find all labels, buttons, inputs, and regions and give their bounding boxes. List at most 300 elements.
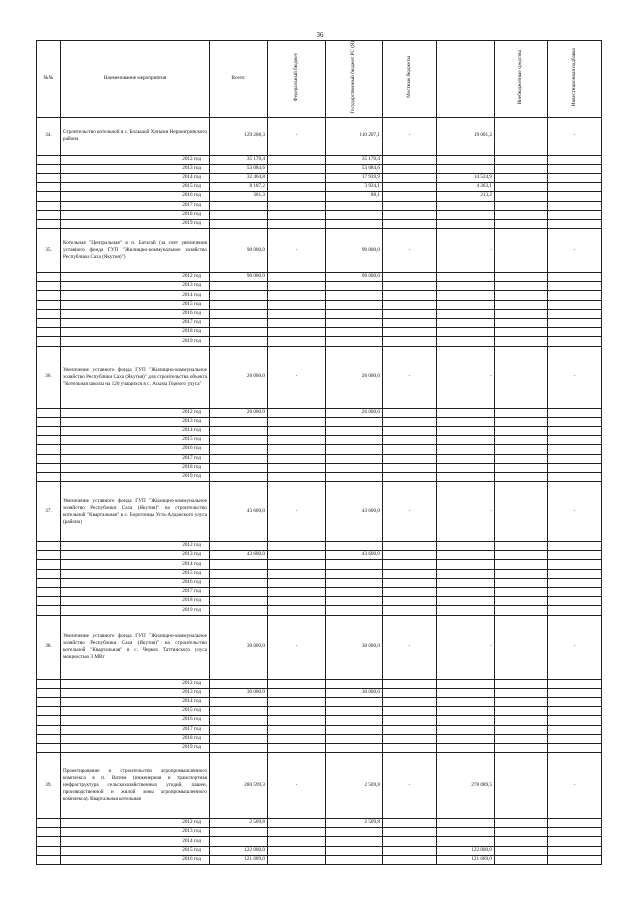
year-local xyxy=(383,183,437,192)
year-label: 2017 год xyxy=(61,319,210,328)
year-blank xyxy=(495,688,548,697)
year-federal xyxy=(268,426,326,435)
year-total xyxy=(210,445,268,454)
year-label: 2013 год xyxy=(61,551,210,560)
year-total xyxy=(210,588,268,597)
project-number: 39. xyxy=(37,753,61,819)
year-no-cell xyxy=(37,426,61,435)
year-row xyxy=(37,408,602,417)
year-no-cell xyxy=(37,164,61,173)
year-federal xyxy=(268,569,326,578)
year-local xyxy=(383,192,437,201)
year-extra xyxy=(437,155,495,164)
col-name-header: Наименование мероприятия xyxy=(61,41,210,118)
year-blank xyxy=(495,173,548,182)
year-state xyxy=(326,463,383,472)
year-no-cell xyxy=(37,743,61,752)
year-label: 2017 год xyxy=(61,725,210,734)
project-federal: - xyxy=(268,753,326,819)
year-label: 2017 год xyxy=(61,588,210,597)
year-total xyxy=(210,578,268,587)
year-local xyxy=(383,569,437,578)
year-direction xyxy=(548,173,602,182)
year-no-cell xyxy=(37,219,61,228)
year-state xyxy=(326,569,383,578)
year-blank xyxy=(495,463,548,472)
year-local xyxy=(383,319,437,328)
year-total: 30 000,0 xyxy=(210,688,268,697)
year-no-cell xyxy=(37,828,61,837)
year-federal xyxy=(268,846,326,855)
year-label: 2016 год xyxy=(61,578,210,587)
project-total: 43 600,0 xyxy=(210,482,268,542)
year-label: 2013 год xyxy=(61,828,210,837)
year-row xyxy=(37,463,602,472)
year-total xyxy=(210,560,268,569)
year-blank xyxy=(495,328,548,337)
year-no-cell xyxy=(37,697,61,706)
year-row xyxy=(37,173,602,182)
year-state: 35 170,4 xyxy=(326,155,383,164)
year-local xyxy=(383,743,437,752)
year-extra xyxy=(437,819,495,828)
year-row xyxy=(37,273,602,282)
year-direction xyxy=(548,597,602,606)
year-blank xyxy=(495,725,548,734)
year-row xyxy=(37,417,602,426)
year-no-cell xyxy=(37,309,61,318)
year-no-cell xyxy=(37,300,61,309)
year-local xyxy=(383,542,437,551)
year-local xyxy=(383,282,437,291)
year-blank xyxy=(495,273,548,282)
year-row xyxy=(37,588,602,597)
year-total xyxy=(210,679,268,688)
year-no-cell xyxy=(37,173,61,182)
year-extra xyxy=(437,337,495,346)
year-direction xyxy=(548,707,602,716)
year-total xyxy=(210,828,268,837)
year-total xyxy=(210,319,268,328)
year-federal xyxy=(268,436,326,445)
project-extra: - xyxy=(437,482,495,542)
year-no-cell xyxy=(37,819,61,828)
year-state xyxy=(326,337,383,346)
year-row xyxy=(37,445,602,454)
project-name: Проектирование и строительство агропромышленного комплекса в п. Витим (инженерная и транспортная инфраструктура сельскохозяйственных угодий, пашен, производственной и жилой зоны агропромышленного комплекса). Квартальная котельная xyxy=(61,753,210,819)
year-state xyxy=(326,828,383,837)
year-state xyxy=(326,300,383,309)
year-blank xyxy=(495,183,548,192)
year-federal xyxy=(268,328,326,337)
year-blank xyxy=(495,707,548,716)
year-row xyxy=(37,183,602,192)
col-extra-label: Внебюджетные средства xyxy=(517,50,524,105)
project-row xyxy=(37,482,602,542)
year-total: 32 464,8 xyxy=(210,173,268,182)
year-total xyxy=(210,734,268,743)
year-label: 2012 год xyxy=(61,273,210,282)
year-total xyxy=(210,837,268,846)
year-direction xyxy=(548,578,602,587)
col-direction-label: Инвестиционная надбавка xyxy=(570,48,577,107)
project-blank xyxy=(495,753,548,819)
project-federal: - xyxy=(268,482,326,542)
year-row xyxy=(37,679,602,688)
year-direction xyxy=(548,210,602,219)
year-federal xyxy=(268,606,326,615)
year-state xyxy=(326,426,383,435)
year-direction xyxy=(548,319,602,328)
year-blank xyxy=(495,472,548,481)
budget-table xyxy=(36,40,602,865)
year-state xyxy=(326,837,383,846)
year-direction xyxy=(548,454,602,463)
year-state xyxy=(326,417,383,426)
year-state xyxy=(326,291,383,300)
year-federal xyxy=(268,588,326,597)
year-federal xyxy=(268,210,326,219)
year-federal xyxy=(268,300,326,309)
project-row xyxy=(37,346,602,408)
year-direction xyxy=(548,436,602,445)
year-label: 2014 год xyxy=(61,426,210,435)
project-direction: - xyxy=(548,229,602,273)
year-label: 2017 год xyxy=(61,201,210,210)
project-local: - xyxy=(383,615,437,679)
year-label: 2019 год xyxy=(61,606,210,615)
year-no-cell xyxy=(37,837,61,846)
year-row xyxy=(37,201,602,210)
year-extra xyxy=(437,725,495,734)
year-local xyxy=(383,219,437,228)
year-row xyxy=(37,319,602,328)
year-local xyxy=(383,210,437,219)
year-federal xyxy=(268,201,326,210)
year-blank xyxy=(495,716,548,725)
year-row xyxy=(37,578,602,587)
year-total: 90 000,0 xyxy=(210,273,268,282)
year-extra xyxy=(437,679,495,688)
year-blank xyxy=(495,542,548,551)
year-local xyxy=(383,828,437,837)
project-local: - xyxy=(383,346,437,408)
project-local: - xyxy=(383,753,437,819)
year-total xyxy=(210,337,268,346)
year-row xyxy=(37,560,602,569)
year-no-cell xyxy=(37,542,61,551)
year-row xyxy=(37,291,602,300)
year-label: 2013 год xyxy=(61,417,210,426)
year-direction xyxy=(548,734,602,743)
year-federal xyxy=(268,697,326,706)
year-direction xyxy=(548,819,602,828)
year-label: 2019 год xyxy=(61,219,210,228)
project-local: - xyxy=(383,229,437,273)
year-label: 2014 год xyxy=(61,837,210,846)
year-no-cell xyxy=(37,588,61,597)
year-direction xyxy=(548,337,602,346)
year-no-cell xyxy=(37,463,61,472)
year-local xyxy=(383,560,437,569)
year-direction xyxy=(548,846,602,855)
project-state: 26 000,0 xyxy=(326,346,383,408)
year-direction xyxy=(548,328,602,337)
year-no-cell xyxy=(37,273,61,282)
year-label: 2018 год xyxy=(61,328,210,337)
year-row xyxy=(37,328,602,337)
year-blank xyxy=(495,164,548,173)
project-number: 36. xyxy=(37,346,61,408)
year-no-cell xyxy=(37,707,61,716)
project-name: Котельная "Центральная" в п. Батагай (за счет увеличения уставного фонда ГУП "Жилищно-коммунальное хозяйство Республики Саха (Якутия)") xyxy=(61,229,210,273)
year-extra: 14 524,9 xyxy=(437,173,495,182)
year-state xyxy=(326,697,383,706)
year-row xyxy=(37,192,602,201)
year-local xyxy=(383,716,437,725)
year-row xyxy=(37,337,602,346)
year-no-cell xyxy=(37,201,61,210)
year-federal xyxy=(268,155,326,164)
year-blank xyxy=(495,679,548,688)
project-federal: - xyxy=(268,229,326,273)
project-total: 129 208,3 xyxy=(210,117,268,155)
year-blank xyxy=(495,551,548,560)
year-local xyxy=(383,155,437,164)
year-local xyxy=(383,201,437,210)
year-row xyxy=(37,716,602,725)
year-label: 2018 год xyxy=(61,734,210,743)
year-local xyxy=(383,273,437,282)
year-federal xyxy=(268,551,326,560)
year-row xyxy=(37,837,602,846)
project-state: 43 600,0 xyxy=(326,482,383,542)
year-blank xyxy=(495,201,548,210)
year-blank xyxy=(495,578,548,587)
year-label: 2017 год xyxy=(61,454,210,463)
year-label: 2012 год xyxy=(61,155,210,164)
year-state: 3 924,1 xyxy=(326,183,383,192)
year-row xyxy=(37,454,602,463)
year-label: 2015 год xyxy=(61,183,210,192)
year-no-cell xyxy=(37,337,61,346)
year-no-cell xyxy=(37,569,61,578)
year-blank xyxy=(495,734,548,743)
year-direction xyxy=(548,164,602,173)
year-direction xyxy=(548,155,602,164)
year-blank xyxy=(495,309,548,318)
year-label: 2013 год xyxy=(61,282,210,291)
year-no-cell xyxy=(37,472,61,481)
project-state: 30 000,0 xyxy=(326,615,383,679)
project-extra: - xyxy=(437,615,495,679)
year-state: 2 509,8 xyxy=(326,819,383,828)
year-no-cell xyxy=(37,436,61,445)
year-blank xyxy=(495,319,548,328)
year-direction xyxy=(548,463,602,472)
year-no-cell xyxy=(37,408,61,417)
year-row xyxy=(37,725,602,734)
year-blank xyxy=(495,855,548,864)
year-local xyxy=(383,688,437,697)
year-blank xyxy=(495,210,548,219)
year-no-cell xyxy=(37,716,61,725)
year-direction xyxy=(548,201,602,210)
year-local xyxy=(383,445,437,454)
year-federal xyxy=(268,472,326,481)
year-federal xyxy=(268,282,326,291)
col-federal-label: Федеральный бюджет xyxy=(292,53,299,102)
year-state xyxy=(326,328,383,337)
year-local xyxy=(383,328,437,337)
year-extra xyxy=(437,445,495,454)
year-label: 2018 год xyxy=(61,597,210,606)
year-row xyxy=(37,426,602,435)
year-extra xyxy=(437,426,495,435)
project-blank xyxy=(495,117,548,155)
year-local xyxy=(383,734,437,743)
project-extra: - xyxy=(437,346,495,408)
year-row xyxy=(37,828,602,837)
col-no-header: №№ xyxy=(37,41,61,118)
project-direction: - xyxy=(548,615,602,679)
year-state xyxy=(326,219,383,228)
year-direction xyxy=(548,300,602,309)
year-extra: 121 689,0 xyxy=(437,855,495,864)
year-state xyxy=(326,201,383,210)
year-blank xyxy=(495,819,548,828)
year-local xyxy=(383,606,437,615)
year-local xyxy=(383,597,437,606)
year-blank xyxy=(495,219,548,228)
year-local xyxy=(383,846,437,855)
year-local xyxy=(383,173,437,182)
year-row xyxy=(37,551,602,560)
year-direction xyxy=(548,828,602,837)
year-federal xyxy=(268,219,326,228)
year-total xyxy=(210,328,268,337)
year-row xyxy=(37,606,602,615)
year-state: 53 084,6 xyxy=(326,164,383,173)
year-state xyxy=(326,588,383,597)
year-federal xyxy=(268,445,326,454)
year-federal xyxy=(268,578,326,587)
project-direction: - xyxy=(548,346,602,408)
year-row xyxy=(37,569,602,578)
year-direction xyxy=(548,551,602,560)
year-extra xyxy=(437,688,495,697)
year-direction xyxy=(548,472,602,481)
year-no-cell xyxy=(37,319,61,328)
year-no-cell xyxy=(37,688,61,697)
year-extra xyxy=(437,300,495,309)
project-row xyxy=(37,117,602,155)
year-state xyxy=(326,725,383,734)
year-extra xyxy=(437,291,495,300)
year-no-cell xyxy=(37,846,61,855)
year-label: 2013 год xyxy=(61,164,210,173)
project-total: 90 000,0 xyxy=(210,229,268,273)
year-local xyxy=(383,697,437,706)
year-label: 2016 год xyxy=(61,309,210,318)
year-state: 88,1 xyxy=(326,192,383,201)
year-state xyxy=(326,855,383,864)
year-no-cell xyxy=(37,734,61,743)
year-federal xyxy=(268,463,326,472)
year-direction xyxy=(548,725,602,734)
project-total: 280 599,3 xyxy=(210,753,268,819)
year-blank xyxy=(495,192,548,201)
project-local: - xyxy=(383,482,437,542)
year-blank xyxy=(495,697,548,706)
project-number: 35. xyxy=(37,229,61,273)
year-total xyxy=(210,454,268,463)
year-state: 17 939,9 xyxy=(326,173,383,182)
year-row xyxy=(37,707,602,716)
year-no-cell xyxy=(37,679,61,688)
year-no-cell xyxy=(37,282,61,291)
year-blank xyxy=(495,606,548,615)
year-label: 2015 год xyxy=(61,300,210,309)
project-extra: - xyxy=(437,229,495,273)
year-direction xyxy=(548,183,602,192)
year-state: 26 000,0 xyxy=(326,408,383,417)
year-row xyxy=(37,855,602,864)
project-name: Увеличение уставного фонда ГУП "Жилищно-коммунальное хозяйство Республики Саха (Якутия)" на строительство котельной "Квартальная" в с. Борогонцы Усть-Алданского улуса (района) xyxy=(61,482,210,542)
col-state-label: Государственный бюджет РС (Я) xyxy=(350,41,357,114)
year-extra xyxy=(437,282,495,291)
year-no-cell xyxy=(37,725,61,734)
year-federal xyxy=(268,828,326,837)
year-local xyxy=(383,855,437,864)
project-direction: - xyxy=(548,117,602,155)
year-federal xyxy=(268,679,326,688)
year-state xyxy=(326,560,383,569)
year-extra xyxy=(437,472,495,481)
year-label: 2012 год xyxy=(61,408,210,417)
page-number: 36 xyxy=(316,31,324,39)
year-extra xyxy=(437,743,495,752)
year-blank xyxy=(495,282,548,291)
project-blank xyxy=(495,346,548,408)
year-state xyxy=(326,436,383,445)
year-blank xyxy=(495,445,548,454)
table-body xyxy=(37,117,602,864)
year-total xyxy=(210,210,268,219)
year-no-cell xyxy=(37,597,61,606)
year-local xyxy=(383,819,437,828)
year-row xyxy=(37,309,602,318)
year-row xyxy=(37,164,602,173)
year-direction xyxy=(548,309,602,318)
year-total: 301,3 xyxy=(210,192,268,201)
project-name: Увеличение уставного фонда ГУП "Жилищно-коммунальное хозяйство Республики Саха (Якутия)" для строительства объекта "Котельная школы на 120 учащихся в с. Асыма Горного улуса" xyxy=(61,346,210,408)
year-total xyxy=(210,436,268,445)
project-local: - xyxy=(383,117,437,155)
year-direction xyxy=(548,426,602,435)
project-name: Строительство котельной в с. Большой Хатыми Нерюнгринского района xyxy=(61,117,210,155)
year-direction xyxy=(548,837,602,846)
year-total: 8 187,2 xyxy=(210,183,268,192)
year-direction xyxy=(548,697,602,706)
year-label: 2016 год xyxy=(61,855,210,864)
year-federal xyxy=(268,688,326,697)
header-row xyxy=(37,41,602,118)
year-blank xyxy=(495,426,548,435)
col-total-header: Всего: xyxy=(210,41,268,118)
year-federal xyxy=(268,716,326,725)
year-label: 2012 год xyxy=(61,819,210,828)
